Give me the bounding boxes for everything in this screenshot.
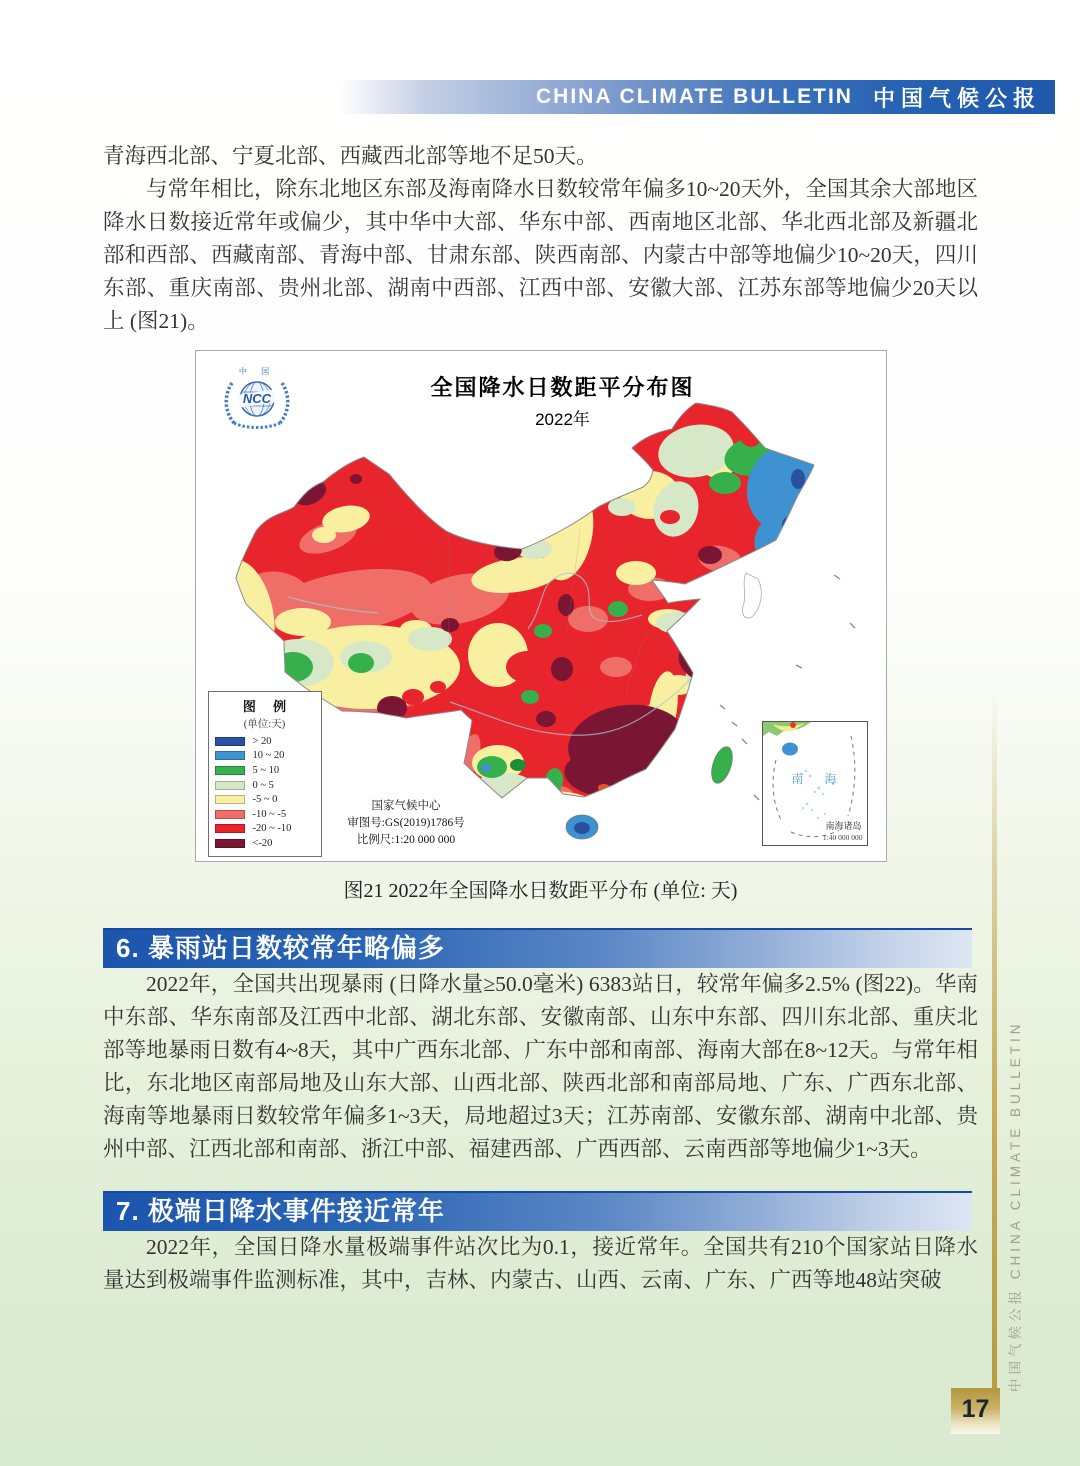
intro-paragraph-1: 青海西北部、宁夏北部、西藏西北部等地不足50天。 (103, 144, 598, 168)
intro-paragraph-2: 与常年相比，除东北地区东部及海南降水日数较常年偏多10~20天外，全国其余大部地区降水日数接近常年或偏少，其中华中大部、华东中部、西南地区北部、华北西北部及新疆北部和西部、西藏南部、青海中部、甘肃东部、陕西南部、内蒙古中部等地偏少10~20天，四川东部、重庆南部、贵州北部、湖南中西部、江西中部、安徽大部、江苏东部等地偏少20天以上 (图21)。 (103, 177, 978, 333)
header-title-zh: 中国气候公报 (872, 85, 1041, 111)
legend-row (215, 734, 315, 749)
section-6-heading (103, 928, 972, 968)
legend-box (208, 691, 322, 857)
legend-label: 5 ~ 10 (252, 764, 280, 776)
legend-swatch (215, 839, 245, 848)
section-6-heading-label: 6. 暴雨站日数较常年略偏多 (116, 933, 445, 963)
section-7-paragraph: 2022年，全国日降水量极端事件站次比为0.1，接近常年。全国共有210个国家站日降水量达到极端事件监测标准，其中，吉林、内蒙古、山西、云南、广东、广西等地48站突破 (103, 1235, 978, 1292)
legend-label: -10 ~ -5 (252, 808, 287, 820)
legend-row (215, 792, 315, 807)
map-credit-org: 国家气候中心 (371, 800, 441, 812)
svg-text:中 国: 中 国 (238, 367, 275, 376)
inset-scale-label: 1:40 000 000 (822, 833, 863, 842)
legend-title: 图 例 (242, 699, 294, 714)
main-content (103, 140, 978, 1297)
legend-row (215, 763, 315, 778)
legend-swatch (215, 751, 245, 760)
gold-divider-line (992, 690, 997, 1388)
legend-row (215, 749, 315, 764)
legend-row (215, 836, 315, 851)
legend-label: <-20 (252, 837, 273, 849)
section-7-heading (103, 1191, 972, 1231)
legend-row (215, 778, 315, 793)
legend-label: -20 ~ -10 (252, 823, 292, 835)
header-banner (340, 80, 1055, 114)
legend-swatch (215, 795, 245, 804)
map-year: 2022年 (535, 410, 590, 429)
map-credit-scale: 比例尺:1:20 000 000 (356, 834, 456, 846)
map-title: 全国降水日数距平分布图 (430, 375, 695, 400)
svg-text:NCC: NCC (242, 391, 271, 406)
legend-swatch (215, 810, 245, 819)
inset-sea-label: 南 海 (791, 772, 846, 786)
legend-swatch (215, 766, 245, 775)
legend-label: > 20 (252, 735, 272, 747)
legend-label: 0 ~ 5 (252, 779, 274, 791)
south-china-sea-inset (762, 721, 868, 846)
legend-unit: (单位:天) (243, 719, 286, 730)
header-title-en: CHINA CLIMATE BULLETIN (536, 85, 853, 108)
legend-rows (215, 734, 315, 851)
precipitation-anomaly-map (195, 350, 887, 862)
section-6-paragraph: 2022年，全国共出现暴雨 (日降水量≥50.0毫米) 6383站日，较常年偏多2.5% (图22)。华南中东部、华东南部及江西中北部、湖北东部、安徽南部、山东中东部、四川东北部、重庆北部等地暴雨日数有4~8天，其中广西东北部、广东中部和南部、海南大部在8~12天。与常年相比，东北地区南部局地及山东大部、山西北部、陕西北部和南部局地、广东、广西东北部、海南等地暴雨日数较常年偏多1~3天，局地超过3天；江苏南部、安徽东部、湖南中北部、贵州中部、江西北部和南部、浙江中部、福建西部、广西西部、云南西部等地偏少1~3天。 (103, 972, 978, 1161)
figure-caption: 图21 2022年全国降水日数距平分布 (单位: 天) (343, 880, 738, 902)
legend-swatch (215, 824, 245, 833)
vertical-bulletin-text: 中国气候公报 CHINA CLIMATE BULLETIN (1008, 1020, 1023, 1392)
inset-islands-label: 南海诸岛 (825, 821, 862, 831)
map-credit-approval: 审图号:GS(2019)1786号 (347, 817, 465, 829)
legend-label: -5 ~ 0 (252, 794, 278, 806)
legend-row (215, 822, 315, 837)
legend-swatch (215, 737, 245, 746)
legend-row (215, 807, 315, 822)
legend-label: 10 ~ 20 (252, 750, 285, 762)
legend-swatch (215, 781, 245, 790)
section-7-heading-label: 7. 极端日降水事件接近常年 (116, 1196, 445, 1226)
map-credits (314, 798, 499, 849)
page-number-badge: 17 (951, 1388, 1000, 1434)
map-figure (103, 350, 978, 903)
